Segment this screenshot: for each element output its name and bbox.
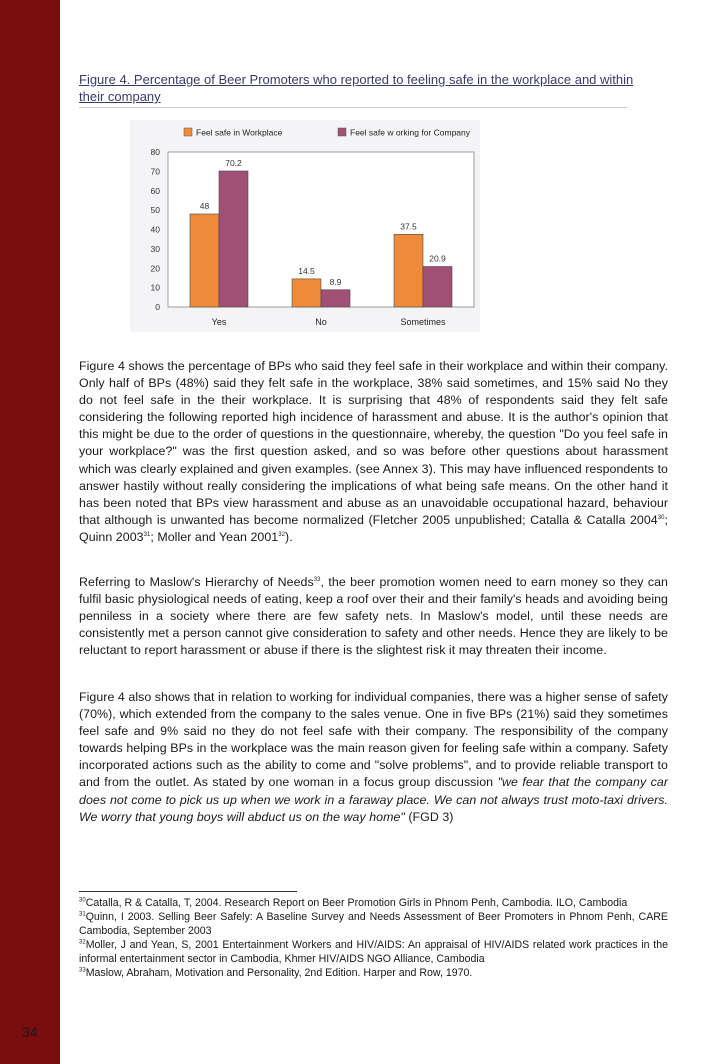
footnote-text: Catalla, R & Catalla, T, 2004. Research Report on Beer Promotion Girls in Phnom Penh, Cambodia. ILO, Cambodia [85,897,628,909]
y-axis-ticks [151,147,161,312]
paragraph-1-cont-2: ; Moller and Yean 2001 [150,529,279,544]
bar-data-label: 8.9 [329,276,342,287]
legend-label-workplace: Feel safe in Workplace [196,127,283,138]
paragraph-3-end: (FGD 3) [404,809,454,824]
footnote-ref-31[interactable]: 31 [143,531,151,538]
bar-data-label: 48 [199,201,210,211]
footnote-number: 30 [79,897,86,904]
page-number: 34 [22,1024,38,1040]
x-tick-label: Sometimes [400,317,446,327]
footnote-ref-30[interactable]: 30 [657,514,665,521]
footnote-text: Quinn, I 2003. Selling Beer Safely: A Baseline Survey and Needs Assessment of Beer Promoters in Phnom Penh, CARE Cambodia, September 2003 [79,911,668,937]
paragraph-1-text: Figure 4 shows the percentage of BPs who said they feel safe in their workplace and within their company. Only half of BPs (48%) said they felt safe in the workplace, 38% said sometimes, and 15% said No they do not feel safe in the their workplace. It is surprising that 48% of respondents said they felt safe considering the following reported high incidence of harassment and abuse. It is the author's opinion that this might be due to the order of questions in the questionnaire, whereby, the question "Do you feel safe in your workplace?" was the first question asked, and so was before other questions about harassment which was clearly explained and given examples. (see Annex 3). This may have influenced respondents to answer hastily without really considering the implications of what being safe means. On the other hand it has been noted that BPs view harassment and abuse as an unavoidable occupational hazard, behaviour that although is unwanted has become normalized (Fletcher 2005 unpublished; Catalla & Catalla 2004 [79,359,668,527]
bar-company-sometimes [423,267,452,307]
bar-workplace-yes [190,214,219,307]
page-sidebar-band [0,0,60,1064]
y-tick-label: 30 [150,243,160,254]
paragraph-1-end: ). [285,529,293,544]
paragraph-2-rest: , the beer promotion women need to earn money so they can fulfil basic physiological needs of eating, keep a roof over their and their family's heads and avoiding being penniless in a society where there are few safety nets. In Maslow's model, until these needs are consistently met a person cannot give consideration to safety and other needs. Hence they are likely to be reluctant to report harassment or abuse if there is the slightest risk it may threaten their income. [79,575,668,658]
body-paragraph-1 [79,358,668,546]
footnote-31 [79,910,668,938]
bar-workplace-sometimes [394,234,423,307]
y-tick-label: 60 [150,185,160,196]
footnote-text: Moller, J and Yean, S, 2001 Entertainment Workers and HIV/AIDS: An appraisal of HIV/AIDS related work practices in the informal entertainment sector in Cambodia, Khmer HIV/AIDS NGO Alliance, Cambodia [79,939,668,965]
footnotes [79,896,668,980]
footnote-ref-33[interactable]: 33 [313,576,321,583]
paragraph-3-text: Figure 4 also shows that in relation to working for individual companies, there was a higher sense of safety (70%), which extended from the company to the sales venue. One in five BPs (21%) said they sometimes feel safe and 9% said no they do not feel safe with their company. The responsibility of the company towards helping BPs in the workplace was the main reason given for feeling safe within a company. Safety incorporated actions such as the ability to come and "solve problems", and to provide reliable transport to and from the outlet. As stated by one woman in a focus group discussion [79,690,668,790]
footnote-text: Maslow, Abraham, Motivation and Personality, 2nd Edition. Harper and Row, 1970. [85,967,473,979]
bar-data-label: 70.2 [225,157,242,168]
bar-company-yes [219,171,248,307]
bar-company-no [321,290,350,307]
footnote-ref-32[interactable]: 32 [278,531,286,538]
footnote-divider [79,891,297,892]
legend-swatch-company [338,128,346,136]
caption-divider [79,107,627,108]
footnote-number: 33 [79,967,86,974]
body-paragraph-3 [79,689,668,826]
y-tick-label: 80 [150,147,160,157]
x-tick-label: No [315,317,327,327]
bar-data-label: 20.9 [429,253,446,264]
bar-workplace-no [292,279,321,307]
footnote-32 [79,938,668,966]
footnote-30 [79,896,668,910]
y-tick-label: 40 [150,224,160,235]
footnote-33 [79,966,668,980]
bar-chart [130,120,480,332]
y-tick-label: 0 [155,302,160,312]
paragraph-1-cont-1: ; Quinn 2003 [79,512,668,544]
y-tick-label: 50 [150,205,160,216]
footnote-number: 31 [79,911,86,918]
footnote-number: 32 [79,939,86,946]
y-tick-label: 20 [150,263,160,274]
y-tick-label: 70 [150,166,160,177]
x-tick-label: Yes [211,317,227,327]
paragraph-2-text: Referring to Maslow's Hierarchy of Needs [79,575,314,589]
legend-swatch-workplace [184,128,192,136]
focus-group-quote: "we fear that the company car does not come to pick us up when we work in a faraway place. We can not always trust moto-taxi drivers. We worry that young boys will abduct us on the way home" [79,775,669,824]
bar-data-label: 37.5 [400,221,417,232]
body-paragraph-2 [79,574,668,659]
legend-label-company: Feel safe w orking for Company [350,127,470,138]
figure-caption: Figure 4. Percentage of Beer Promoters who reported to feeling safe in the workplace and within their company [79,72,634,104]
y-tick-label: 10 [150,282,160,293]
bar-data-label: 14.5 [298,265,315,276]
